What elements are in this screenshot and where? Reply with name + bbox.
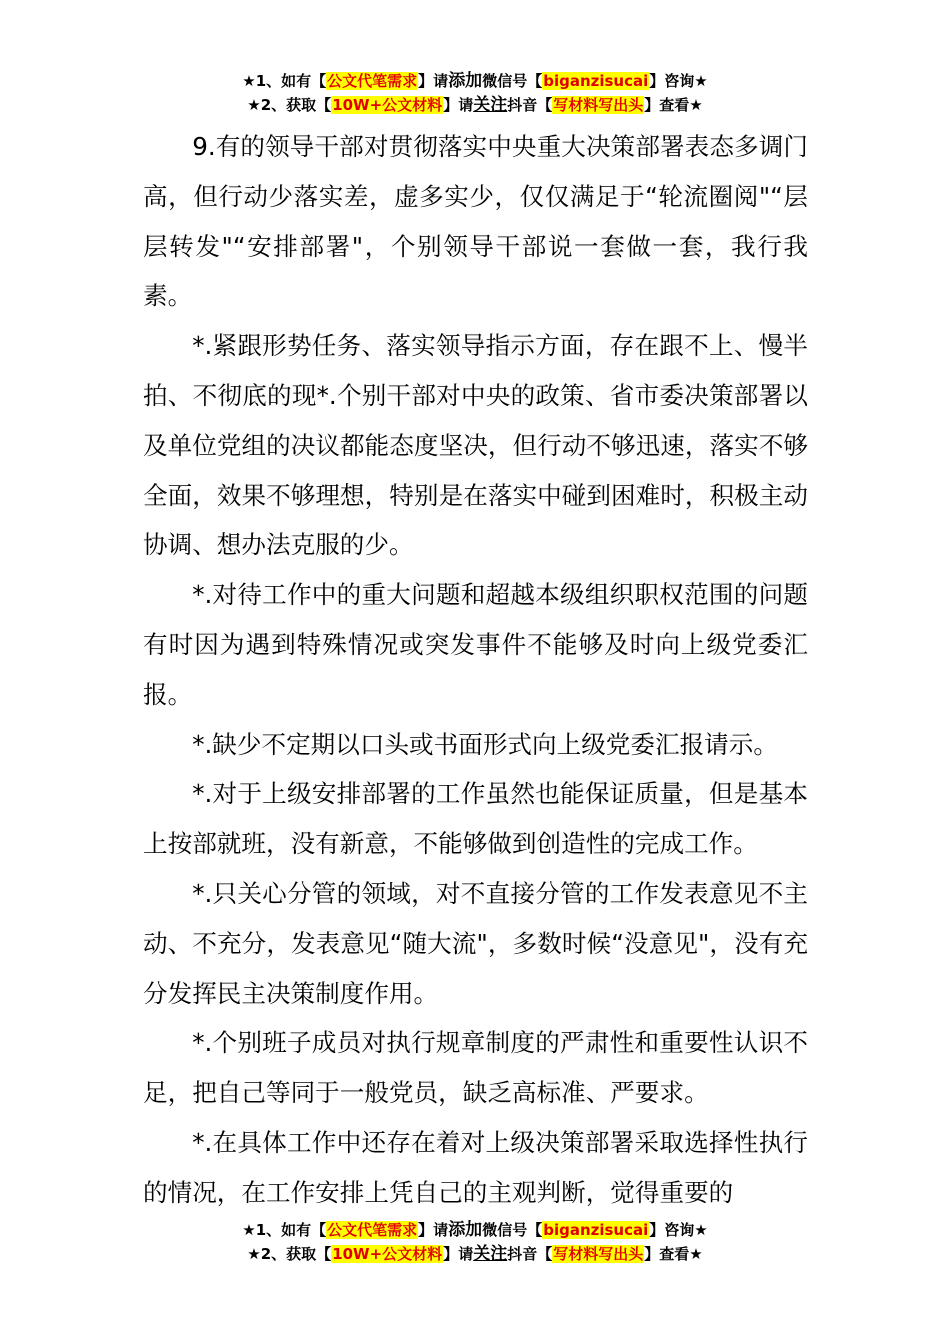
banner-emphasis: 关注 (473, 1244, 508, 1264)
paragraph: *.在具体工作中还存在着对上级决策部署采取选择性执行的情况，在工作安排上凭自己的主观判断，觉得重要的 (143, 1127, 808, 1207)
banner-line-1: ★1、如有【公文代笔需求】请添加微信号【biganzisucai】咨询★ (242, 1220, 708, 1240)
banner-highlight-service: 公文代笔需求 (327, 1221, 418, 1239)
footer-banner (0, 1218, 950, 1266)
paragraph: *.个别班子成员对执行规章制度的严肃性和重要性认识不足，把自己等同于一般党员，缺乏高标准、严要求。 (143, 1028, 808, 1108)
document-body (143, 122, 808, 1218)
banner-highlight-wechat-id: biganzisucai (543, 72, 649, 90)
banner-highlight-materials: 10W+公文材料 (332, 96, 443, 114)
banner-emphasis: 关注 (473, 95, 508, 115)
paragraph: 9.有的领导干部对贯彻落实中央重大决策部署表态多调门高，但行动少落实差，虚多实少，仅仅满足于“轮流圈阅"“层层转发"“安排部署"，个别领导干部说一套做一套，我行我素。 (143, 132, 808, 311)
header-banner (0, 69, 950, 117)
paragraph: *.对待工作中的重大问题和超越本级组织职权范围的问题有时因为遇到特殊情况或突发事件不能够及时向上级党委汇报。 (143, 580, 808, 709)
banner-highlight-materials: 10W+公文材料 (332, 1245, 443, 1263)
banner-highlight-douyin-account: 写材料写出头 (553, 1245, 644, 1263)
banner-line-2: ★2、获取【10W+公文材料】请关注抖音【写材料写出头】查看★ (247, 95, 703, 115)
paragraph: *.紧跟形势任务、落实领导指示方面，存在跟不上、慢半拍、不彻底的现*.个别干部对中央的政策、省市委决策部署以及单位党组的决议都能态度坚决，但行动不够迅速，落实不够全面，效果不够理想，特别是在落实中碰到困难时，积极主动协调、想办法克服的少。 (143, 331, 808, 560)
banner-emphasis: 添加 (448, 71, 483, 91)
banner-highlight-wechat-id: biganzisucai (543, 1221, 649, 1239)
banner-highlight-douyin-account: 写材料写出头 (553, 96, 644, 114)
banner-line-2: ★2、获取【10W+公文材料】请关注抖音【写材料写出头】查看★ (247, 1244, 703, 1264)
paragraph: *.对于上级安排部署的工作虽然也能保证质量，但是基本上按部就班，没有新意，不能够做到创造性的完成工作。 (143, 779, 808, 859)
banner-line-1: ★1、如有【公文代笔需求】请添加微信号【biganzisucai】咨询★ (242, 71, 708, 91)
paragraph: *.只关心分管的领域，对不直接分管的工作发表意见不主动、不充分，发表意见“随大流"，多数时候“没意见"，没有充分发挥民主决策制度作用。 (143, 878, 808, 1008)
paragraph: *.缺少不定期以口头或书面形式向上级党委汇报请示。 (192, 729, 778, 759)
banner-emphasis: 添加 (448, 1220, 483, 1240)
banner-highlight-service: 公文代笔需求 (327, 72, 418, 90)
